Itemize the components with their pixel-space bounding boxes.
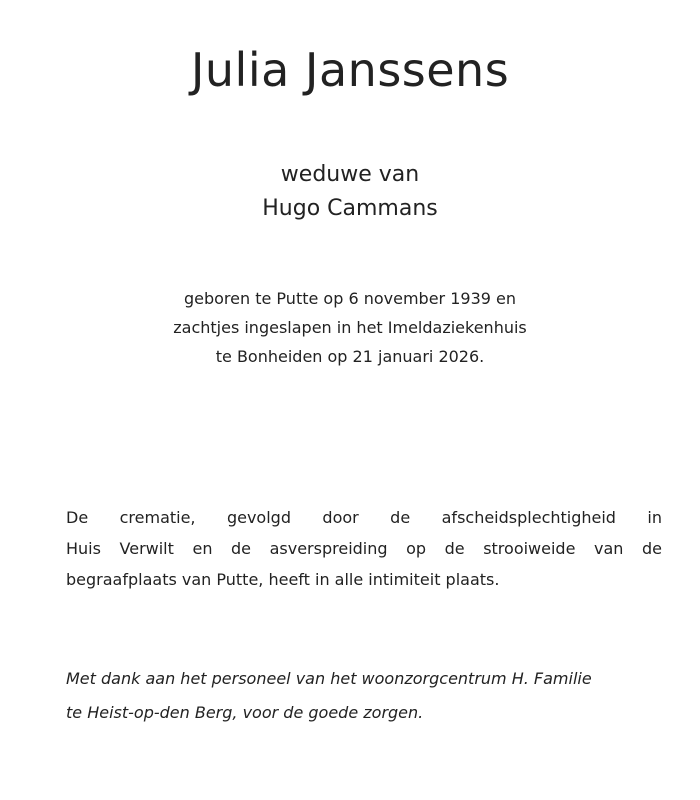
birth-line: geboren te Putte op 6 november 1939 en [183,289,516,308]
deceased-name: Julia Janssens [190,43,510,97]
ceremony-line: De crematie, gevolgd door de afscheidsplechtigheid in [66,508,662,527]
thanks-paragraph [66,662,666,730]
spouse-name: Hugo Cammans [262,196,438,221]
ceremony-paragraph [66,502,662,595]
spouse-block [0,158,700,226]
birth-death-block [0,284,700,371]
spouse-relation: weduwe van [280,162,420,187]
ceremony-line: begraafplaats van Putte, heeft in alle intimiteit plaats. [66,570,500,589]
thanks-line: te Heist-op-den Berg, voor de goede zorgen. [66,703,424,722]
ceremony-line: Huis Verwilt en de asverspreiding op de strooiweide van de [66,539,662,558]
death-place-date-line: te Bonheiden op 21 januari 2026. [215,347,485,366]
death-line: zachtjes ingeslapen in het Imeldaziekenhuis [173,318,527,337]
thanks-line: Met dank aan het personeel van het woonzorgcentrum H. Familie [66,669,592,688]
